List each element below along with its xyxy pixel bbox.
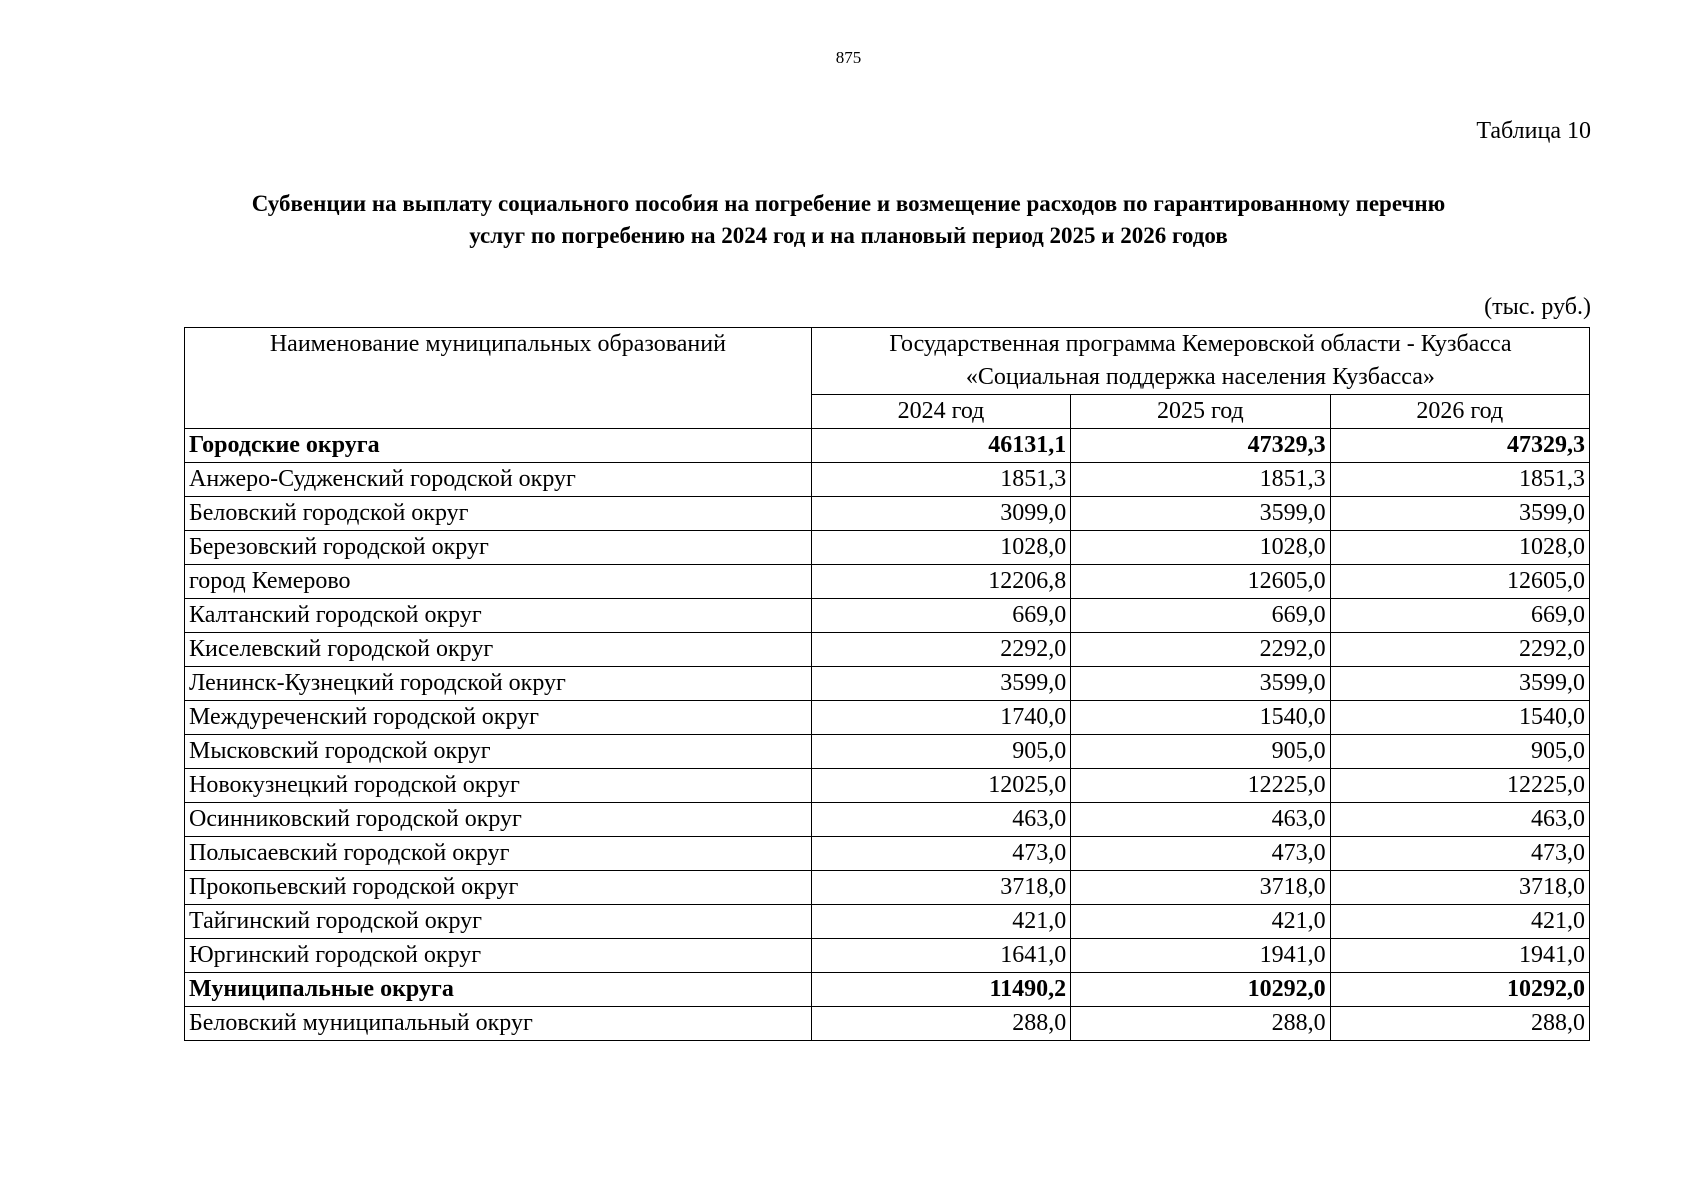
title-line-2: услуг по погребению на 2024 год и на плановый период 2025 и 2026 годов (469, 223, 1228, 248)
table-label: Таблица 10 (1476, 118, 1591, 144)
cell-value-2025: 1851,3 (1071, 463, 1330, 497)
cell-municipality-name: Киселевский городской округ (185, 633, 812, 667)
header-year-2025: 2025 год (1071, 395, 1330, 429)
cell-municipality-name: Прокопьевский городской округ (185, 871, 812, 905)
table-group-row (185, 973, 1590, 1007)
cell-municipality-name: Муниципальные округа (185, 973, 812, 1007)
cell-municipality-name: Междуреченский городской округ (185, 701, 812, 735)
table-row (185, 837, 1590, 871)
cell-value-2024: 12206,8 (811, 565, 1070, 599)
subventions-table (184, 327, 1590, 1041)
cell-value-2026: 1540,0 (1330, 701, 1589, 735)
cell-value-2026: 12605,0 (1330, 565, 1589, 599)
table-row (185, 463, 1590, 497)
cell-value-2025: 3718,0 (1071, 871, 1330, 905)
table-row (185, 769, 1590, 803)
cell-value-2026: 1941,0 (1330, 939, 1589, 973)
table-row (185, 1007, 1590, 1041)
cell-municipality-name: Полысаевский городской округ (185, 837, 812, 871)
cell-value-2026: 1851,3 (1330, 463, 1589, 497)
cell-value-2024: 11490,2 (811, 973, 1070, 1007)
cell-value-2025: 463,0 (1071, 803, 1330, 837)
cell-value-2024: 473,0 (811, 837, 1070, 871)
header-program-line-2: «Социальная поддержка населения Кузбасса» (965, 364, 1435, 390)
document-title (150, 188, 1547, 252)
cell-value-2026: 421,0 (1330, 905, 1589, 939)
cell-value-2025: 669,0 (1071, 599, 1330, 633)
table-row (185, 497, 1590, 531)
table-row (185, 633, 1590, 667)
cell-value-2025: 3599,0 (1071, 497, 1330, 531)
cell-value-2025: 2292,0 (1071, 633, 1330, 667)
cell-value-2024: 3599,0 (811, 667, 1070, 701)
cell-value-2024: 1851,3 (811, 463, 1070, 497)
cell-value-2025: 3599,0 (1071, 667, 1330, 701)
cell-value-2026: 3599,0 (1330, 667, 1589, 701)
cell-value-2025: 1540,0 (1071, 701, 1330, 735)
cell-value-2025: 10292,0 (1071, 973, 1330, 1007)
header-municipality-name: Наименование муниципальных образований (185, 328, 812, 429)
cell-value-2024: 1641,0 (811, 939, 1070, 973)
cell-value-2026: 463,0 (1330, 803, 1589, 837)
units-label: (тыс. руб.) (1484, 294, 1591, 320)
cell-value-2026: 3718,0 (1330, 871, 1589, 905)
cell-value-2026: 288,0 (1330, 1007, 1589, 1041)
cell-value-2024: 3099,0 (811, 497, 1070, 531)
table-row (185, 871, 1590, 905)
cell-value-2024: 421,0 (811, 905, 1070, 939)
cell-value-2024: 905,0 (811, 735, 1070, 769)
table-row (185, 939, 1590, 973)
cell-value-2026: 47329,3 (1330, 429, 1589, 463)
cell-municipality-name: Беловский муниципальный округ (185, 1007, 812, 1041)
table-row (185, 905, 1590, 939)
cell-municipality-name: Беловский городской округ (185, 497, 812, 531)
cell-municipality-name: Новокузнецкий городской округ (185, 769, 812, 803)
table-row (185, 701, 1590, 735)
cell-municipality-name: Городские округа (185, 429, 812, 463)
header-program-line-1: Государственная программа Кемеровской области - Кузбасса (889, 331, 1512, 357)
cell-municipality-name: город Кемерово (185, 565, 812, 599)
cell-value-2024: 463,0 (811, 803, 1070, 837)
cell-value-2024: 288,0 (811, 1007, 1070, 1041)
cell-municipality-name: Тайгинский городской округ (185, 905, 812, 939)
cell-value-2026: 2292,0 (1330, 633, 1589, 667)
cell-value-2026: 10292,0 (1330, 973, 1589, 1007)
cell-value-2026: 669,0 (1330, 599, 1589, 633)
cell-value-2026: 3599,0 (1330, 497, 1589, 531)
cell-value-2025: 473,0 (1071, 837, 1330, 871)
cell-value-2025: 1028,0 (1071, 531, 1330, 565)
table-row (185, 735, 1590, 769)
cell-value-2026: 905,0 (1330, 735, 1589, 769)
cell-value-2026: 473,0 (1330, 837, 1589, 871)
cell-municipality-name: Юргинский городской округ (185, 939, 812, 973)
cell-value-2025: 905,0 (1071, 735, 1330, 769)
page-number: 875 (835, 48, 862, 67)
cell-value-2025: 1941,0 (1071, 939, 1330, 973)
cell-value-2024: 669,0 (811, 599, 1070, 633)
cell-value-2024: 3718,0 (811, 871, 1070, 905)
cell-value-2024: 46131,1 (811, 429, 1070, 463)
header-program (811, 328, 1589, 395)
table-row (185, 599, 1590, 633)
cell-value-2025: 288,0 (1071, 1007, 1330, 1041)
cell-value-2024: 1028,0 (811, 531, 1070, 565)
cell-value-2024: 2292,0 (811, 633, 1070, 667)
table-body (185, 429, 1590, 1041)
cell-value-2025: 12225,0 (1071, 769, 1330, 803)
cell-municipality-name: Березовский городской округ (185, 531, 812, 565)
header-row (185, 328, 1590, 395)
cell-municipality-name: Анжеро-Судженский городской округ (185, 463, 812, 497)
cell-value-2025: 47329,3 (1071, 429, 1330, 463)
cell-value-2024: 12025,0 (811, 769, 1070, 803)
cell-municipality-name: Калтанский городской округ (185, 599, 812, 633)
table-row (185, 803, 1590, 837)
table-row (185, 667, 1590, 701)
cell-municipality-name: Мысковский городской округ (185, 735, 812, 769)
title-line-1: Субвенции на выплату социального пособия на погребение и возмещение расходов по гарантированному перечню (251, 191, 1446, 216)
cell-value-2026: 1028,0 (1330, 531, 1589, 565)
cell-value-2025: 12605,0 (1071, 565, 1330, 599)
table-row (185, 531, 1590, 565)
cell-value-2025: 421,0 (1071, 905, 1330, 939)
cell-value-2024: 1740,0 (811, 701, 1070, 735)
cell-municipality-name: Ленинск-Кузнецкий городской округ (185, 667, 812, 701)
cell-value-2026: 12225,0 (1330, 769, 1589, 803)
cell-municipality-name: Осинниковский городской округ (185, 803, 812, 837)
table-row (185, 565, 1590, 599)
table-group-row (185, 429, 1590, 463)
header-year-2026: 2026 год (1330, 395, 1589, 429)
header-year-2024: 2024 год (811, 395, 1070, 429)
